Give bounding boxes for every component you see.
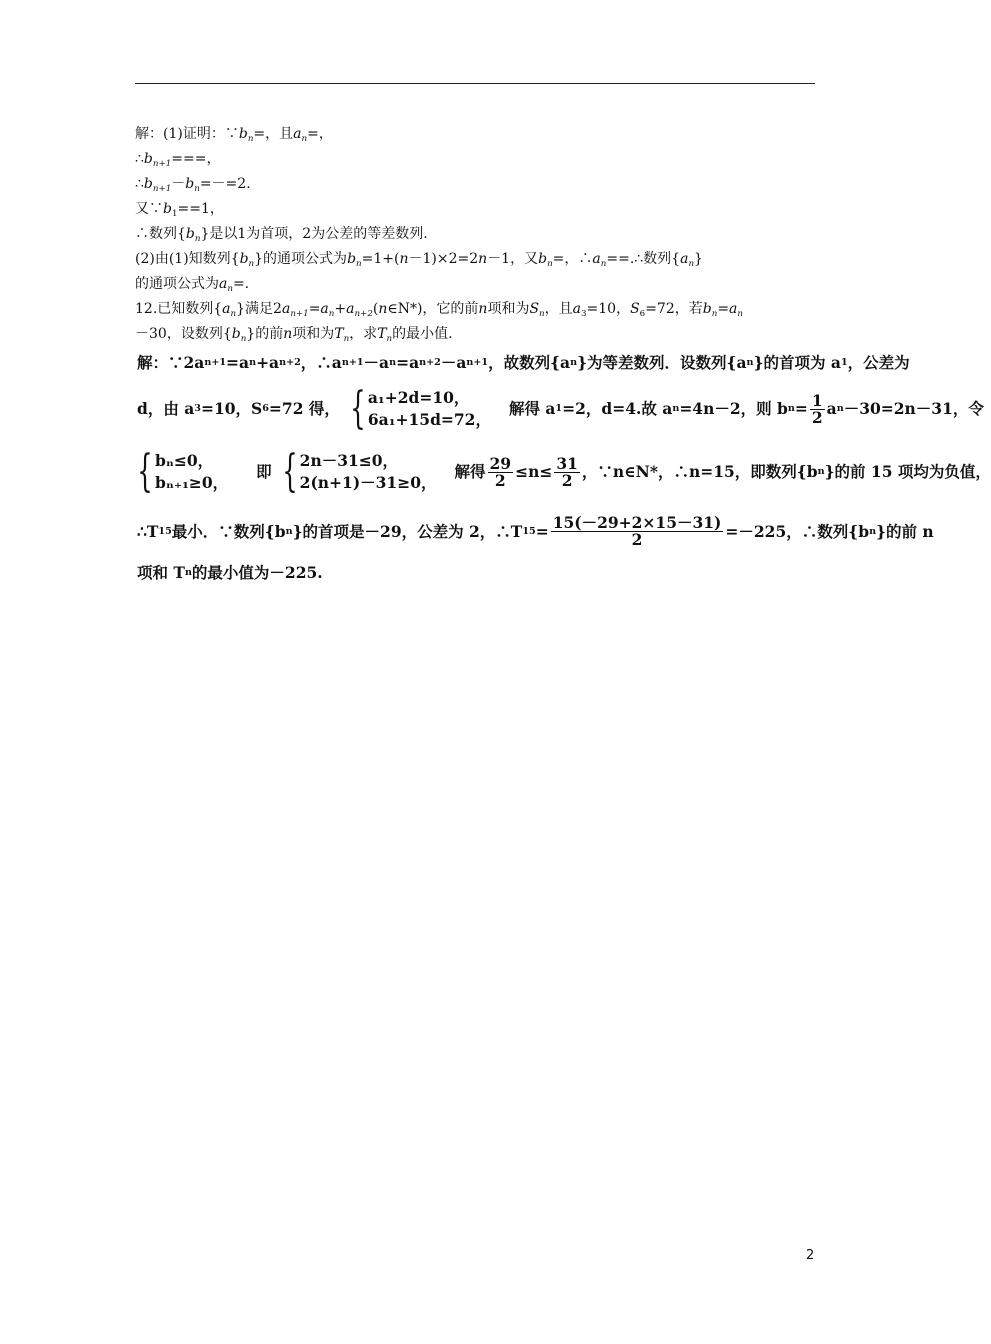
text-line: 的通项公式为$a_n=$. bbox=[135, 276, 250, 295]
problem-12: 12.已知数列$\{a_n\}$满足$2a_{n+1}=a_n+a_{n+2}(n\in N*)$，它的前n项和为$S_n$，且$a_3=10$，$S_6=72$，若$b_n=a_n$ bbox=[135, 301, 743, 320]
fraction: $\frac{31}{2}$ bbox=[556, 453, 578, 490]
fraction: $\frac{15(-29+2\times 15-31)}{2}$ bbox=[552, 513, 722, 549]
inequality-system: { 2n－31≤0， 2(n+1)－31≥0， bbox=[281, 446, 437, 497]
equation-system: { a₁+2d=10， 6a₁+15d=72， bbox=[350, 383, 491, 434]
text-line: 又$\because b_1==1$， bbox=[135, 201, 224, 220]
text-line: 解：(1)证明：$\because b_n=$，且$a_n=$， bbox=[135, 126, 333, 145]
solution-part-1 bbox=[135, 122, 825, 347]
solution-line: 解：∵2a n+1 =a n +a n+2 ，∴a n+1 －a n =a n+2 －a n+1 ，故数列{a n }为等差数列．设数列{a n }的首项为 a 1 ，公差为 bbox=[137, 353, 910, 372]
solution-line: 项和 T n 的最小值为－225. bbox=[137, 563, 323, 582]
text-line: $\therefore b_{n+1}===$， bbox=[135, 151, 221, 170]
inequality-system: { bₙ≤0， bₙ₊₁≥0， bbox=[137, 446, 229, 497]
solution-line: { bₙ≤0， bₙ₊₁≥0， 即 { 2n－31≤0， 2(n+1)－31≥0， 解得 $\frac{29}{2}$ ≤n≤ $\frac{31}{2}$ ，∵n∈N*，∴n=15，即数列{b n }的前 15 项均为负值， bbox=[137, 450, 991, 494]
solution-line: d，由 a 3 =10，S 6 =72 得， { a₁+2d=10， 6a₁+15d=72， 解得 a 1 =2，d=4.故 a n =4n－2，则 b n = $\frac{1}{2}$ a n －30=2n－31，令 bbox=[137, 383, 984, 434]
text-line: (2)由(1)知数列$\{b_n\}$的通项公式为$b_n=1+(n-1)\times 2=2n-1$，又$b_n=$，$\therefore a_n==.\therefore$数列$\{a_n\}$ bbox=[135, 251, 703, 270]
fraction: $\frac{29}{2}$ bbox=[489, 453, 512, 490]
text-line: $\therefore b_{n+1}-b_n=-=2$. bbox=[135, 176, 251, 195]
page-number: 2 bbox=[806, 1248, 815, 1263]
text-line: ∴数列$\{b_n\}$是以1为首项，2为公差的等差数列. bbox=[135, 226, 428, 245]
fraction: $\frac{1}{2}$ bbox=[811, 390, 823, 427]
header-rule bbox=[135, 83, 815, 84]
problem-12-cont: －30，设数列$\{b_n\}$的前n项和为$T_n$，求$T_n$的最小值. bbox=[135, 326, 453, 345]
solution-line: ∴T 15 最小．∵数列{b n }的首项是－29，公差为 2，∴T 15 = $\frac{15(-29+2\times 15-31)}{2}$ =－225，∴数列{b n }的前 n bbox=[137, 513, 934, 549]
